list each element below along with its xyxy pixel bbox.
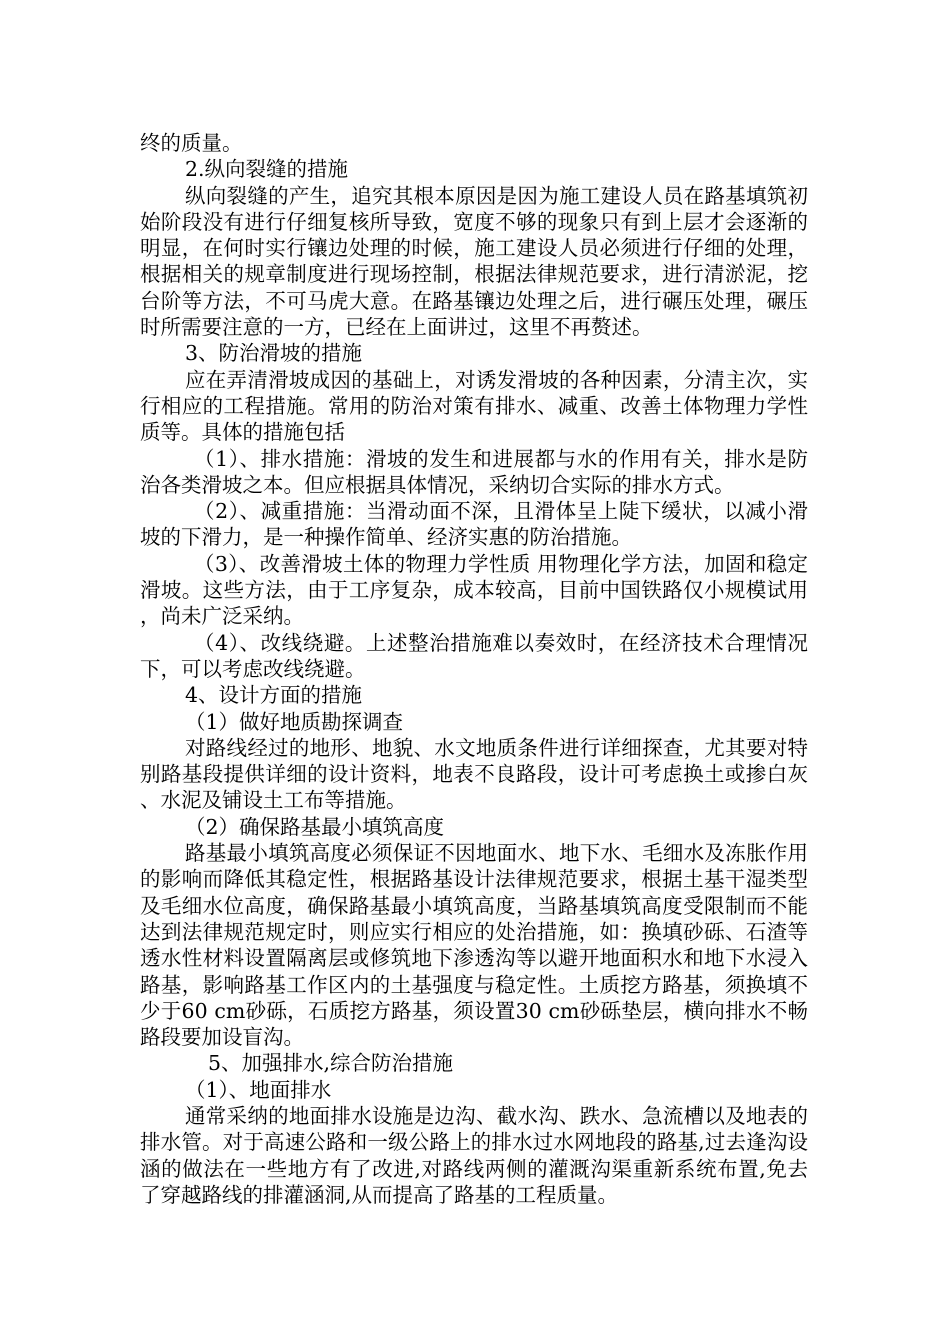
paragraph-landslide-intro: 应在弄清滑坡成因的基础上，对诱发滑坡的各种因素，分清主次，实行相应的工程措施。常用的防治对策有排水、减重、改善土体物理力学性质等。具体的措施包括 — [140, 367, 808, 445]
document-body — [140, 130, 808, 1208]
paragraph-continuation: 终的质量。 — [140, 131, 243, 155]
subheading-surface-drainage: （1）、地面排水 — [185, 1077, 332, 1102]
paragraph-fill-height: 路基最小填筑高度必须保证不因地面水、地下水、毛细水及冻胀作用的影响而降低其稳定性，根据路基设计法律规范要求，根据土基干湿类型及毛细水位高度，确保路基最小填筑高度，当路基填筑高度受限制而不能达到法律规范规定时，则应实行相应的处治措施，如：换填砂砾、石渣等透水性材料设置隔离层或修筑地下渗透沟等以避开地面积水和地下水浸入路基，影响路基工作区内的土基强度与稳定性。土质挖方路基，须换填不少于60 cm砂砾，石质挖方路基，须设置30 cm砂砾垫层，横向排水不畅路段要加设盲沟。 — [140, 841, 808, 1050]
list-item-rerouting: （4）、改线绕避。上述整治措施难以奏效时，在经济技术合理情况下，可以考虑改线绕避。 — [140, 630, 808, 681]
paragraph-surface-drainage: 通常采纳的地面排水设施是边沟、截水沟、跌水、急流槽以及地表的排水管。对于高速公路和一级公路上的排水过水网地段的路基,过去逢沟设涵的做法在一些地方有了改进,对路线两侧的灌溉沟渠重新系统布置,免去了穿越路线的排灌涵洞,从而提高了路基的工程质量。 — [140, 1103, 808, 1207]
list-item-drainage: （1）、排水措施：滑坡的发生和进展都与水的作用有关，排水是防治各类滑坡之本。但应根据具体情况，采纳切合实际的排水方式。 — [140, 446, 808, 497]
subheading-fill-height: （2）确保路基最小填筑高度 — [185, 814, 445, 839]
subheading-geological-survey: （1）做好地质勘探调查 — [185, 709, 404, 734]
paragraph-longitudinal-cracks: 纵向裂缝的产生，追究其根本原因是因为施工建设人员在路基填筑初始阶段没有进行仔细复核所导致，宽度不够的现象只有到上层才会逐渐的明显，在何时实行镶边处理的时候，施工建设人员必须进行仔细的处理，根据相关的规章制度进行现场控制，根据法律规范要求，进行清淤泥，挖台阶等方法，不可马虎大意。在路基镶边处理之后，进行碾压处理，碾压时所需要注意的一方，已经在上面讲过，这里不再赘述。 — [140, 183, 808, 340]
paragraph-geological-survey: 对路线经过的地形、地貌、水文地质条件进行详细探查，尤其要对特别路基段提供详细的设计资料，地表不良路段，设计可考虑换土或掺白灰、水泥及铺设土工布等措施。 — [140, 735, 808, 813]
list-item-weight-reduction: （2）、减重措施：当滑动面不深，且滑体呈上陡下缓状，以减小滑坡的下滑力，是一种操作简单、经济实惠的防治措施。 — [140, 499, 808, 550]
list-item-soil-improvement: （3）、改善滑坡土体的物理力学性质 用物理化学方法，加固和稳定滑坡。这些方法，由于工序复杂，成本较高，目前中国铁路仅小规模试用，尚未广泛采纳。 — [140, 551, 808, 629]
heading-drainage-strengthening: 5、加强排水,综合防治措施 — [208, 1051, 454, 1076]
heading-design-measures: 4、设计方面的措施 — [185, 683, 363, 708]
heading-longitudinal-cracks: 2.纵向裂缝的措施 — [185, 157, 349, 182]
heading-landslide-prevention: 3、防治滑坡的措施 — [185, 341, 363, 366]
